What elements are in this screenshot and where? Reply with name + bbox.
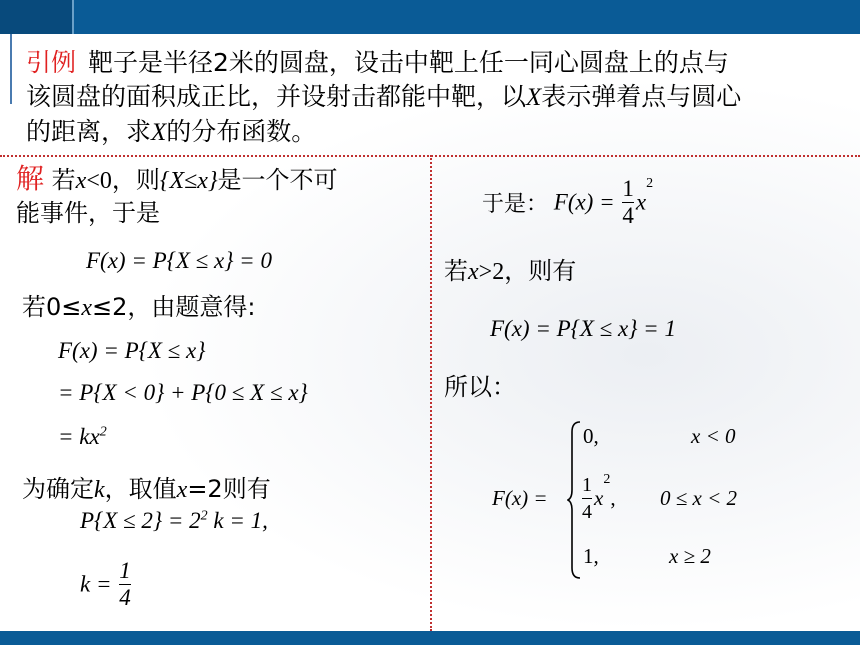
text: P{X ≤ 2} = 2 <box>80 508 201 533</box>
condition: 0 ≤ x < 2 <box>660 486 738 510</box>
equation-6 <box>80 558 133 611</box>
solution-line-2: 能事件，于是 <box>16 199 160 227</box>
vertical-divider <box>430 155 432 631</box>
example-label: 引例 <box>26 48 77 77</box>
text: ≤2，由题意得: <box>92 293 256 321</box>
numerator: 1 <box>582 474 592 496</box>
text: ，取值 <box>104 475 177 503</box>
numerator: 1 <box>119 558 131 583</box>
case-2 <box>580 472 738 525</box>
left-brace <box>567 420 581 580</box>
equation-4 <box>58 424 107 450</box>
fraction <box>119 558 131 611</box>
header-bar <box>0 0 860 34</box>
text: F(x) = <box>553 189 615 215</box>
var-x: x <box>176 477 188 503</box>
var-x: x <box>468 259 479 285</box>
var-x: x <box>81 295 93 321</box>
case-1 <box>583 424 736 449</box>
text: 若0≤ <box>22 293 82 321</box>
exponent: 2 <box>603 472 611 487</box>
intro-line-3b: 的分布函数。 <box>166 117 317 146</box>
solution-line-1 <box>16 164 338 196</box>
text: 为确定 <box>22 475 94 503</box>
right-line-3: 所以： <box>444 373 516 401</box>
equation-3: = P{X < 0} + P{0 ≤ X ≤ x} <box>58 380 308 405</box>
text: k = <box>80 571 112 597</box>
text: = kx <box>58 424 100 449</box>
equation-5 <box>80 508 268 534</box>
piecewise-lhs: F(x) = <box>492 486 548 510</box>
fraction <box>582 472 592 525</box>
equation-7 <box>482 176 653 229</box>
intro-line-1: 靶子是半径2米的圆盘，设击中靶上任一同心圆盘上的点与 <box>88 48 729 77</box>
text: 于是： <box>482 192 549 217</box>
text: <0，则 <box>86 168 160 194</box>
solution-line-4 <box>22 474 271 505</box>
equation-1: F(x) = P{X ≤ x} = 0 <box>86 248 272 273</box>
case-3 <box>583 544 711 569</box>
intro-line-3a: 的距离，求 <box>26 117 152 146</box>
header-tab <box>0 0 74 34</box>
text: >2，则有 <box>478 259 577 285</box>
var-X: X <box>151 119 167 146</box>
text: k = 1, <box>207 508 268 533</box>
solution-line-3 <box>22 292 256 323</box>
denominator: 4 <box>622 203 634 228</box>
denominator: 4 <box>582 498 592 525</box>
var-x: x <box>75 168 87 194</box>
exponent: 2 <box>99 424 107 440</box>
footer-bar <box>0 631 860 645</box>
fraction <box>622 176 634 229</box>
text: 若 <box>51 166 76 194</box>
text: , <box>610 486 616 510</box>
text: 1, <box>583 544 599 568</box>
exponent: 2 <box>646 176 654 191</box>
text: x <box>635 189 647 215</box>
text: x <box>594 486 604 510</box>
equation-2: F(x) = P{X ≤ x} <box>58 338 206 363</box>
condition: x < 0 <box>691 424 736 448</box>
var-X: X <box>526 84 542 111</box>
text: 0, <box>583 424 599 448</box>
event-set: {X≤x} <box>159 168 218 194</box>
equation-8: F(x) = P{X ≤ x} = 1 <box>490 316 676 341</box>
var-k: k <box>94 477 105 503</box>
denominator: 4 <box>119 585 131 610</box>
exponent: 2 <box>200 508 208 524</box>
condition: x ≥ 2 <box>669 544 711 568</box>
intro-line-2b: 表示弹着点与圆心 <box>541 82 742 111</box>
left-accent-line <box>10 34 12 104</box>
text: 是一个不可 <box>217 166 338 194</box>
right-line-2 <box>444 256 576 287</box>
solution-label: 解 <box>16 162 45 195</box>
intro-line-2a: 该圆盘的面积成正比，并设射击都能中靶，以 <box>26 82 527 111</box>
text: 若 <box>444 257 468 285</box>
problem-statement <box>26 46 846 150</box>
numerator: 1 <box>622 176 634 201</box>
text: =2则有 <box>187 475 271 503</box>
